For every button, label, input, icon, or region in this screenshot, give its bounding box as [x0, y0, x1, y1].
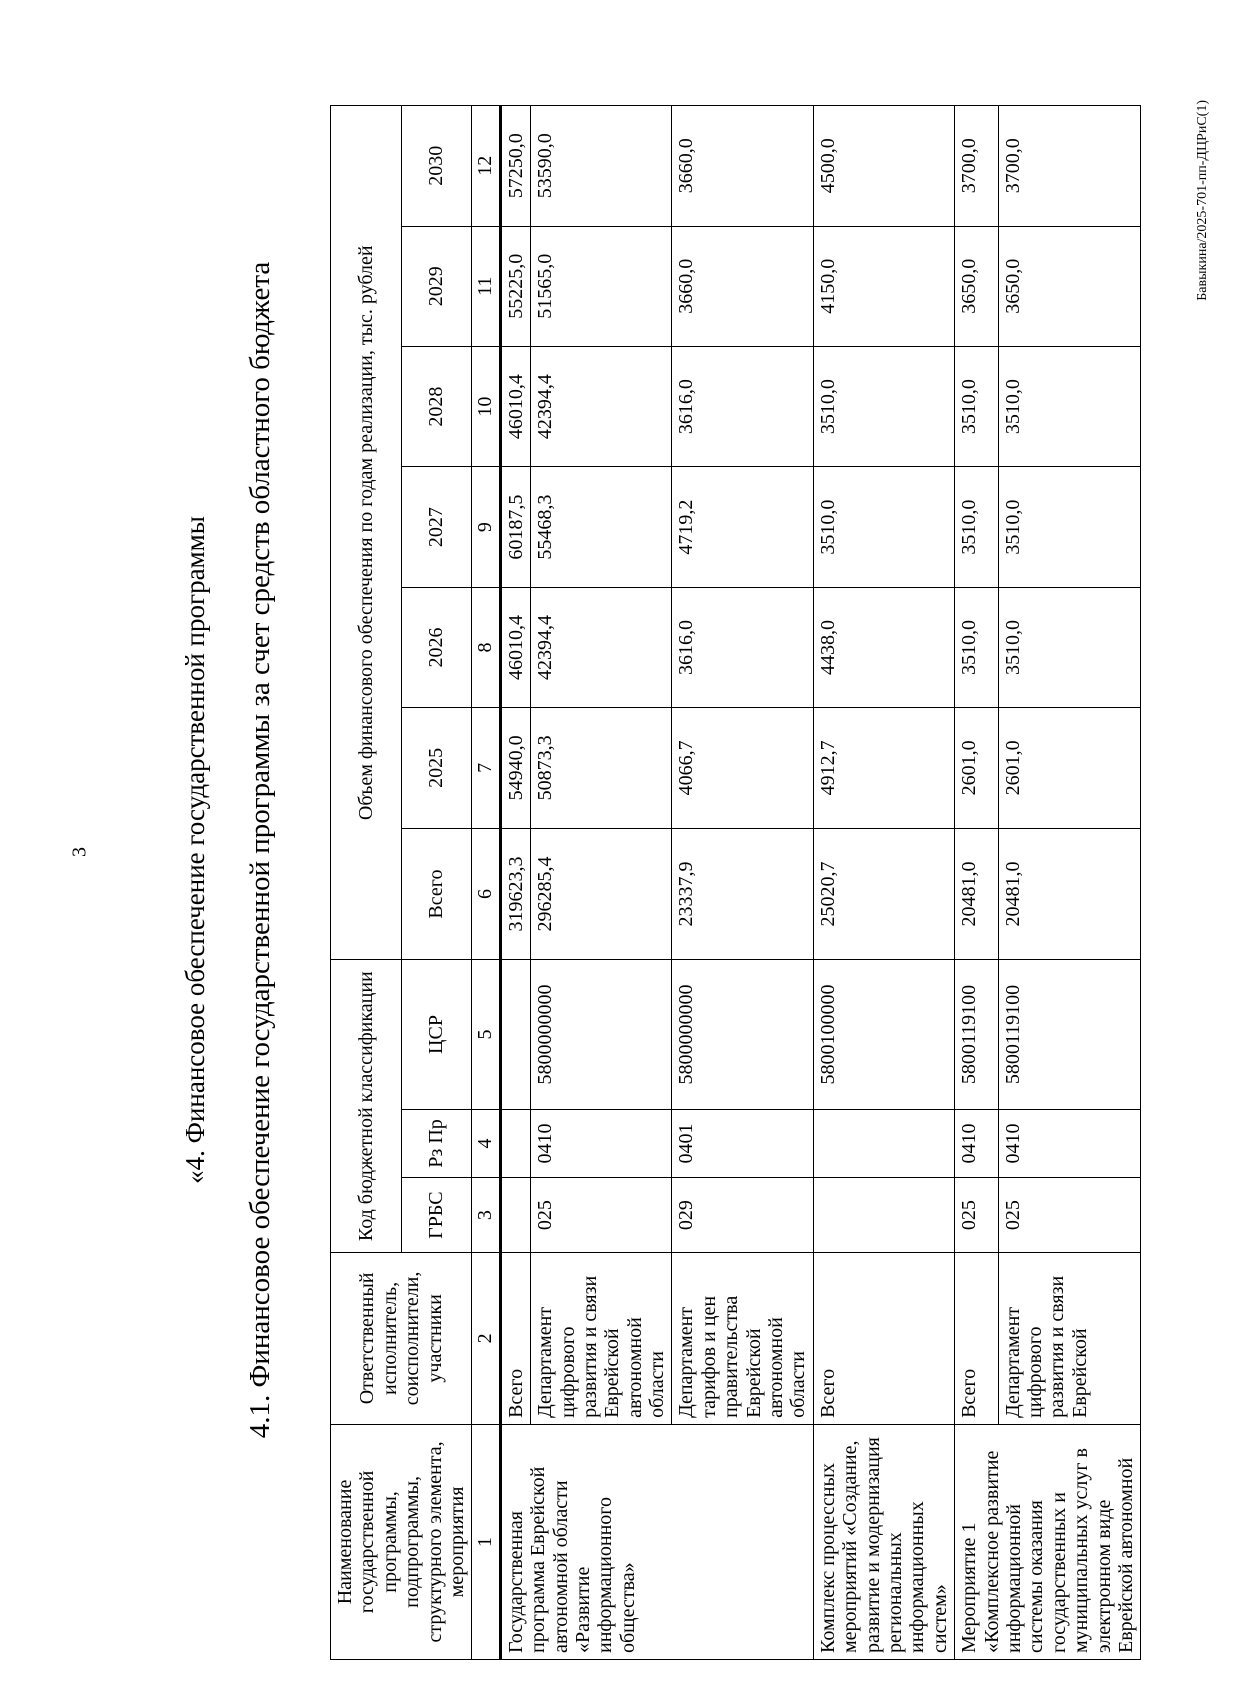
cell-2028: 42394,4 [531, 346, 672, 466]
header-2027: 2027 [401, 467, 472, 587]
cell-total: 20481,0 [955, 828, 998, 960]
column-number: 6 [472, 828, 500, 960]
cell-2026: 4438,0 [813, 587, 954, 707]
document-footer-code: Бавыкина/2025-701-пп-ДЦРиС(1) [1195, 100, 1210, 301]
cell-2025: 2601,0 [998, 708, 1141, 828]
header-grbs: ГРБС [401, 1178, 472, 1253]
column-number: 10 [472, 346, 500, 466]
cell-2030: 53590,0 [531, 106, 672, 227]
cell-2030: 3660,0 [672, 106, 813, 227]
column-number: 7 [472, 708, 500, 828]
column-number: 8 [472, 587, 500, 707]
page-number: 3 [68, 847, 91, 857]
cell-2026: 3510,0 [998, 587, 1141, 707]
cell-total: 23337,9 [672, 828, 813, 960]
rotated-page-content [140, 40, 1240, 1660]
cell-2030: 3700,0 [955, 106, 998, 227]
cell-2025: 54940,0 [500, 708, 530, 828]
header-2026: 2026 [401, 587, 472, 707]
cell-2028: 3510,0 [955, 346, 998, 466]
column-number: 3 [472, 1178, 500, 1253]
section-heading: «4. Финансовое обеспечение государственной программы [180, 516, 210, 1184]
cell-2026: 42394,4 [531, 587, 672, 707]
cell-2030: 4500,0 [813, 106, 954, 227]
cell-responsible: Департамент цифрового развития и связи Еврейской [998, 1252, 1141, 1424]
column-number: 9 [472, 467, 500, 587]
cell-responsible: Всего [955, 1252, 998, 1424]
cell-rzpr: 0410 [998, 1109, 1141, 1178]
cell-2027: 3510,0 [813, 467, 954, 587]
cell-csr [500, 960, 530, 1109]
cell-responsible: Департамент тарифов и цен правительства Еврейской автономной области [672, 1252, 813, 1424]
cell-rzpr: 0401 [672, 1109, 813, 1178]
cell-csr: 5800100000 [813, 960, 954, 1109]
cell-2028: 46010,4 [500, 346, 530, 466]
cell-2027: 55468,3 [531, 467, 672, 587]
cell-2029: 3650,0 [955, 226, 998, 346]
header-2029: 2029 [401, 226, 472, 346]
cell-responsible: Всего [813, 1252, 954, 1424]
header-2025: 2025 [401, 708, 472, 828]
cell-csr: 5800000000 [672, 960, 813, 1109]
column-number: 4 [472, 1109, 500, 1178]
cell-2029: 3650,0 [998, 226, 1141, 346]
cell-responsible: Департамент цифрового развития и связи Еврейской автономной области [531, 1252, 672, 1424]
header-volume: Объем финансового обеспечения по годам реализации, тыс. рублей [331, 106, 402, 960]
cell-2025: 50873,3 [531, 708, 672, 828]
cell-csr: 5800000000 [531, 960, 672, 1109]
cell-grbs: 029 [672, 1178, 813, 1253]
header-budget-code: Код бюджетной классификации [331, 960, 402, 1252]
cell-grbs: 025 [998, 1178, 1141, 1253]
table-row [500, 106, 530, 1660]
cell-responsible: Всего [500, 1252, 530, 1424]
cell-2029: 55225,0 [500, 226, 530, 346]
cell-2027: 3510,0 [998, 467, 1141, 587]
header-rzpr: Рз Пр [401, 1109, 472, 1178]
cell-grbs [813, 1178, 954, 1253]
cell-csr: 5800119100 [955, 960, 998, 1109]
header-csr: ЦСР [401, 960, 472, 1109]
row-name-complex: Комплекс процессных мероприятий «Создание, развитие и модернизация региональных информационных систем» [813, 1424, 954, 1659]
cell-rzpr [500, 1109, 530, 1178]
column-number: 5 [472, 960, 500, 1109]
financing-table [330, 105, 1141, 1660]
row-name-activity-1: Мероприятие 1 «Комплексное развитие информационной системы оказания государственных и муниципальных услуг в электронном виде Еврейской автономной [955, 1424, 1141, 1659]
header-responsible: Ответственный исполнитель, соисполнители, участники [331, 1252, 472, 1424]
cell-2026: 3616,0 [672, 587, 813, 707]
table-row [813, 106, 954, 1660]
cell-csr: 5800119100 [998, 960, 1141, 1109]
cell-total: 296285,4 [531, 828, 672, 960]
cell-2025: 4066,7 [672, 708, 813, 828]
cell-2027: 3510,0 [955, 467, 998, 587]
header-2030: 2030 [401, 106, 472, 227]
cell-rzpr: 0410 [955, 1109, 998, 1178]
cell-grbs [500, 1178, 530, 1253]
header-total: Всего [401, 828, 472, 960]
cell-2025: 2601,0 [955, 708, 998, 828]
table-row [955, 106, 998, 1660]
cell-total: 20481,0 [998, 828, 1141, 960]
cell-rzpr [813, 1109, 954, 1178]
cell-2029: 4150,0 [813, 226, 954, 346]
subsection-heading: 4.1. Финансовое обеспечение государственной программы за счет средств областного бюджета [244, 261, 276, 1439]
cell-2027: 4719,2 [672, 467, 813, 587]
cell-2025: 4912,7 [813, 708, 954, 828]
cell-2029: 3660,0 [672, 226, 813, 346]
cell-2028: 3510,0 [813, 346, 954, 466]
cell-2029: 51565,0 [531, 226, 672, 346]
cell-total: 319623,3 [500, 828, 530, 960]
cell-2030: 3700,0 [998, 106, 1141, 227]
row-name-program: Государственная программа Еврейской автономной области «Развитие информационного общества» [500, 1424, 813, 1659]
cell-2030: 57250,0 [500, 106, 530, 227]
header-name: Наименование государственной программы, подпрограммы, структурного элемента, мероприятия [331, 1424, 472, 1659]
cell-2026: 3510,0 [955, 587, 998, 707]
column-number: 2 [472, 1252, 500, 1424]
cell-total: 25020,7 [813, 828, 954, 960]
cell-2028: 3510,0 [998, 346, 1141, 466]
cell-rzpr: 0410 [531, 1109, 672, 1178]
column-number: 12 [472, 106, 500, 227]
cell-grbs: 025 [955, 1178, 998, 1253]
column-number: 1 [472, 1424, 500, 1659]
cell-grbs: 025 [531, 1178, 672, 1253]
column-number: 11 [472, 226, 500, 346]
column-number-row [472, 106, 500, 1660]
cell-2026: 46010,4 [500, 587, 530, 707]
cell-2027: 60187,5 [500, 467, 530, 587]
header-2028: 2028 [401, 346, 472, 466]
cell-2028: 3616,0 [672, 346, 813, 466]
